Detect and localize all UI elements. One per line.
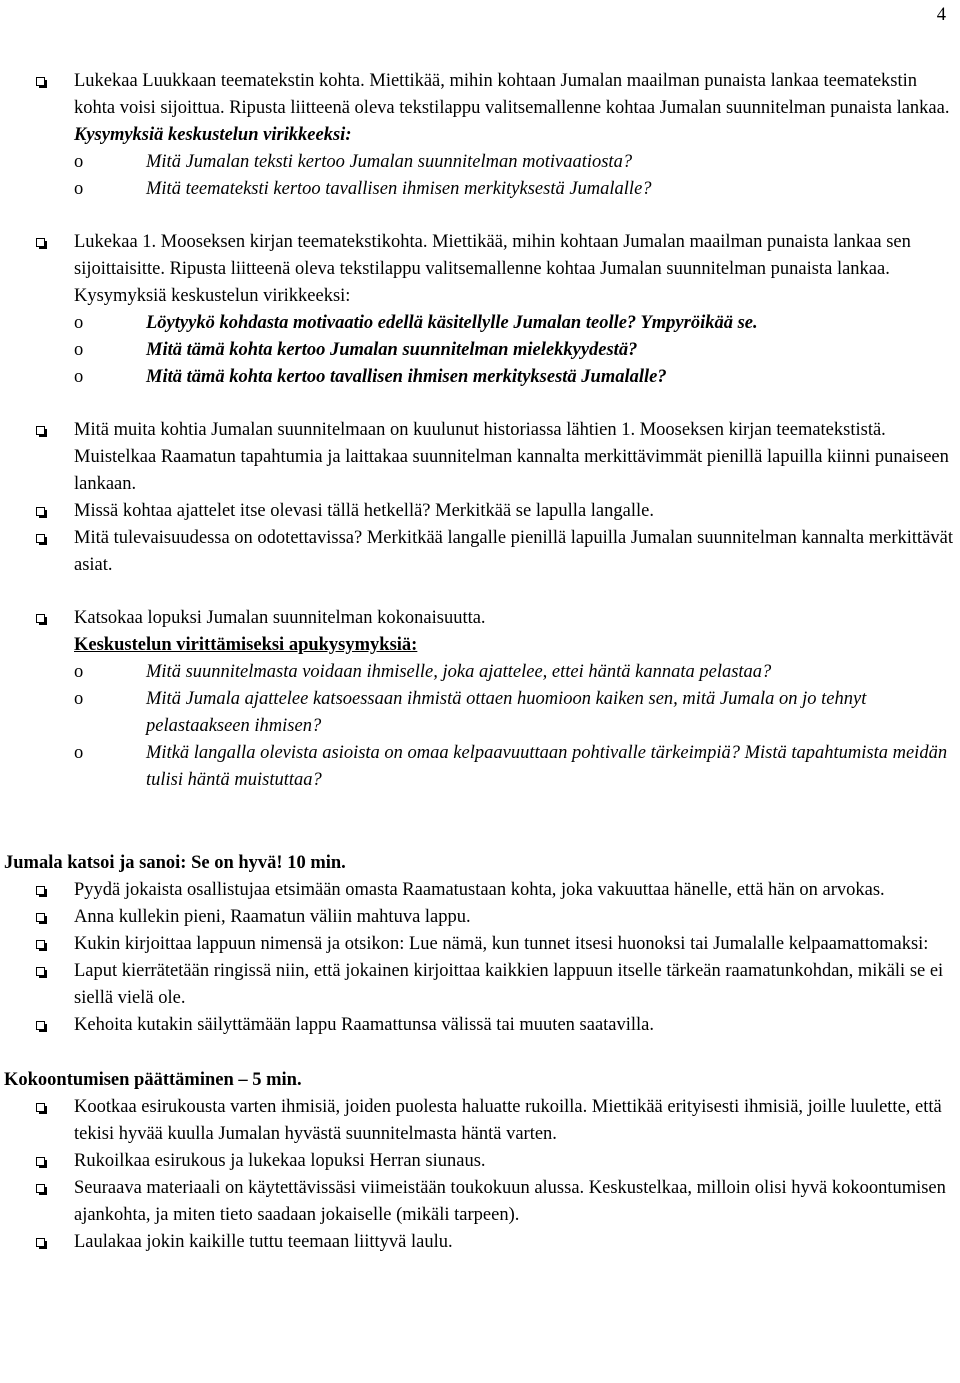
sub-question <box>74 740 954 794</box>
sub-question <box>74 310 954 337</box>
checkbox-bullet-icon <box>36 507 45 516</box>
checkbox-bullet-icon <box>36 967 45 976</box>
section-heading: Jumala katsoi ja sanoi: Se on hyvä! 10 min. <box>4 853 346 873</box>
sub-question-text: Löytyykö kohdasta motivaatio edellä käsitellylle Jumalan teolle? Ympyröikää se. <box>146 313 758 333</box>
circle-bullet-icon: o <box>74 152 84 172</box>
checkbox-bullet-icon <box>36 77 45 86</box>
checkbox-bullet-icon <box>36 614 45 623</box>
checkbox-bullet-icon <box>36 1021 45 1030</box>
item-text: Rukoilkaa esirukous ja lukekaa lopuksi Herran siunaus. <box>74 1151 486 1171</box>
checkbox-bullet-icon <box>36 1184 45 1193</box>
checkbox-bullet-icon <box>36 238 45 247</box>
sub-question <box>74 149 954 176</box>
list-item <box>0 958 960 1012</box>
circle-bullet-icon: o <box>74 313 84 333</box>
checkbox-bullet-icon <box>36 913 45 922</box>
sub-question <box>74 659 954 686</box>
list-item <box>0 68 960 203</box>
checkbox-bullet-icon <box>36 1238 45 1247</box>
item-text: Pyydä jokaista osallistujaa etsimään omasta Raamatustaan kohta, joka vakuuttaa hänelle, että hän on arvokas. <box>74 880 885 900</box>
item-text: Mitä muita kohtia Jumalan suunnitelmaan on kuulunut historiassa lähtien 1. Mooseksen kirjan teematekstistä. Muistelkaa Raamatun tapahtumia ja laittakaa suunnitelman kannalta merkittävimmät pienillä lapuilla kiinni punaiseen lankaan. <box>74 420 949 494</box>
list-item <box>0 1094 960 1148</box>
list-item <box>0 605 960 794</box>
checkbox-bullet-icon <box>36 940 45 949</box>
list-item <box>0 417 960 498</box>
checkbox-bullet-icon <box>36 886 45 895</box>
item-text: Mitä tulevaisuudessa on odotettavissa? Merkitkää langalle pienillä lapuilla Jumalan suunnitelman kannalta merkittävät asiat. <box>74 528 954 575</box>
sub-question-text: Mitä tämä kohta kertoo Jumalan suunnitelman mielekkyydestä? <box>146 340 638 360</box>
checkbox-bullet-icon <box>36 534 45 543</box>
item-text: Laulakaa jokin kaikille tuttu teemaan liittyvä laulu. <box>74 1232 453 1252</box>
item-text: Kehoita kutakin säilyttämään lappu Raamattunsa välissä tai muuten saatavilla. <box>74 1015 655 1035</box>
section-heading: Kokoontumisen päättäminen – 5 min. <box>4 1070 302 1090</box>
question-label: Keskustelun virittämiseksi apukysymyksiä: <box>74 635 418 655</box>
sub-question-text: Mitkä langalla olevista asioista on omaa kelpaavuuttaan pohtivalle tärkeimpiä? Mistä tapahtumista meidän tulisi häntä muistuttaa? <box>146 743 948 790</box>
sub-question <box>74 176 954 203</box>
sub-question <box>74 364 954 391</box>
circle-bullet-icon: o <box>74 179 84 199</box>
item-text: Kootkaa esirukousta varten ihmisiä, joiden puolesta haluatte rukoilla. Miettikää erityisesti ihmisiä, joille luulette, että tekisi hyvää kuulla Jumalan hyvästä suunnitelmasta häntä varten. <box>74 1097 942 1144</box>
sub-question-text: Mitä tämä kohta kertoo tavallisen ihmisen merkityksestä Jumalalle? <box>146 367 667 387</box>
sub-question <box>74 337 954 364</box>
sub-question-text: Mitä Jumala ajattelee katsoessaan ihmistä ottaen huomioon kaiken sen, mitä Jumala on jo tehnyt pelastaakseen ihmisen? <box>146 689 867 736</box>
item-text: Lukekaa 1. Mooseksen kirjan teematekstikohta. Miettikää, mihin kohtaan Jumalan maailman punaista lankaa sen sijoittaisitte. Ripusta liitteenä oleva tekstilappu valitsemallenne kohtaa Jumalan suunnitelman punaista lankaa. <box>74 232 911 279</box>
circle-bullet-icon: o <box>74 340 84 360</box>
item-text: Katsokaa lopuksi Jumalan suunnitelman kokonaisuutta. <box>74 608 486 628</box>
question-label: Kysymyksiä keskustelun virikkeeksi: <box>74 125 352 145</box>
checkbox-bullet-icon <box>36 1157 45 1166</box>
item-text: Lukekaa Luukkaan teematekstin kohta. Miettikää, mihin kohtaan Jumalan maailman punaista lankaa teematekstin kohta voisi sijoittua. Ripusta liitteenä oleva tekstilappu valitsemallenne kohtaa Jumalan suunnitelman punaista lankaa. <box>74 71 950 118</box>
list-item <box>0 498 960 525</box>
list-item <box>0 1175 960 1229</box>
list-item <box>0 1229 960 1256</box>
circle-bullet-icon: o <box>74 743 84 763</box>
circle-bullet-icon: o <box>74 662 84 682</box>
document-body <box>0 68 960 1256</box>
checkbox-bullet-icon <box>36 426 45 435</box>
list-item <box>0 1148 960 1175</box>
circle-bullet-icon: o <box>74 367 84 387</box>
sub-question <box>74 686 954 740</box>
page-number: 4 <box>936 5 946 25</box>
list-item <box>0 229 960 391</box>
list-item <box>0 877 960 904</box>
item-text: Laput kierrätetään ringissä niin, että jokainen kirjoittaa kaikkien lappuun itselle tärkeän raamatunkohdan, mikäli se ei siellä vielä ole. <box>74 961 944 1008</box>
list-item <box>0 525 960 579</box>
question-label: Kysymyksiä keskustelun virikkeeksi: <box>74 286 351 306</box>
list-item <box>0 1012 960 1039</box>
checkbox-bullet-icon <box>36 1103 45 1112</box>
item-text: Anna kullekin pieni, Raamatun väliin mahtuva lappu. <box>74 907 471 927</box>
item-text: Missä kohtaa ajattelet itse olevasi tällä hetkellä? Merkitkää se lapulla langalle. <box>74 501 654 521</box>
sub-question-text: Mitä teemateksti kertoo tavallisen ihmisen merkityksestä Jumalalle? <box>146 179 652 199</box>
sub-question-text: Mitä suunnitelmasta voidaan ihmiselle, joka ajattelee, ettei häntä kannata pelastaa? <box>146 662 772 682</box>
item-text: Seuraava materiaali on käytettävissäsi viimeistään toukokuun alussa. Keskustelkaa, milloin olisi hyvä kokoontumisen ajankohta, ja miten tieto saadaan jokaiselle (mikäli tarpeen). <box>74 1178 946 1225</box>
sub-question-text: Mitä Jumalan teksti kertoo Jumalan suunnitelman motivaatiosta? <box>146 152 633 172</box>
item-text: Kukin kirjoittaa lappuun nimensä ja otsikon: Lue nämä, kun tunnet itsesi huonoksi tai Jumalalle kelpaamattomaksi: <box>74 934 929 954</box>
circle-bullet-icon: o <box>74 689 84 709</box>
list-item <box>0 904 960 931</box>
list-item <box>0 931 960 958</box>
